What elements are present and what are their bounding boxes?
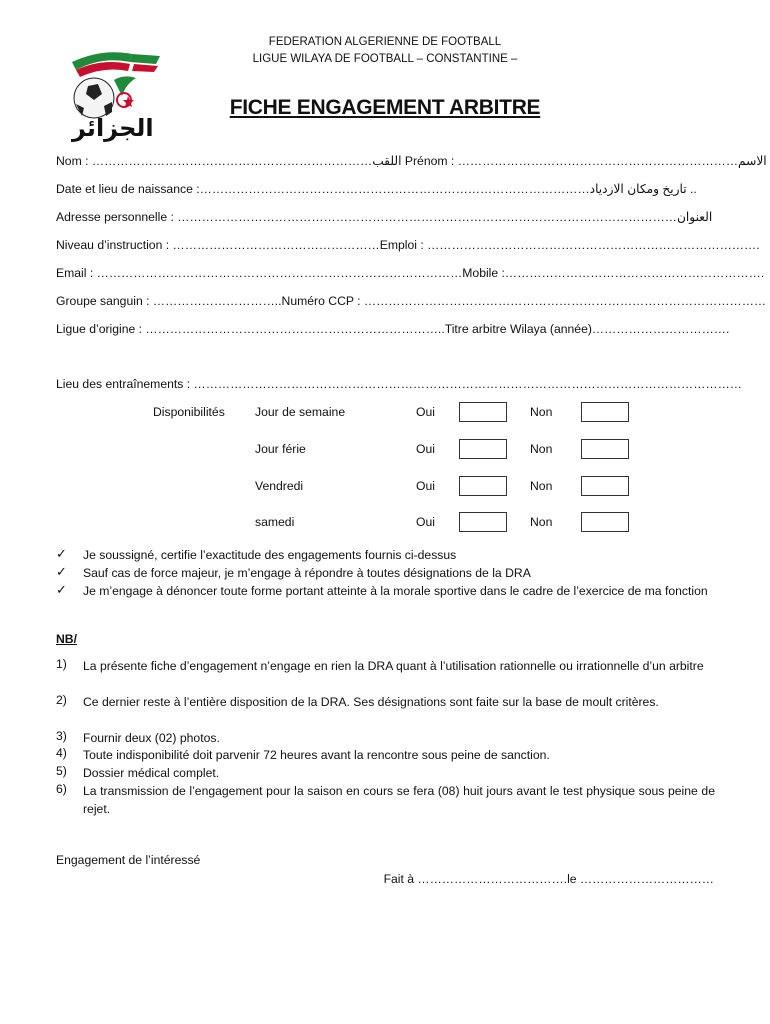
holiday-no-checkbox[interactable] — [581, 439, 629, 459]
nb-number: 4) — [56, 746, 67, 760]
form-title: FICHE ENGAGEMENT ARBITRE — [229, 96, 541, 119]
checkmark-icon: ✓ — [56, 564, 67, 579]
no-label: Non — [530, 442, 553, 456]
no-label: Non — [530, 515, 553, 529]
declaration-item: Je soussigné, certifie l’exactitude des engagements fournis ci-dessus — [83, 548, 457, 562]
nb-number: 3) — [56, 729, 67, 743]
nb-item: Toute indisponibilité doit parvenir 72 heures avant la rencontre sous peine de sanction. — [83, 748, 550, 762]
birth-field-line[interactable]: Date et lieu de naissance :……………………………………………………………………………………تاريخ ومكان الازدياد .. — [56, 182, 697, 196]
friday-no-checkbox[interactable] — [581, 476, 629, 496]
yes-label: Oui — [416, 515, 435, 529]
no-label: Non — [530, 479, 553, 493]
blood-ccp-line[interactable]: Groupe sanguin : …………………………..Numéro CCP : ……………………………………………………………………………………… — [56, 294, 767, 308]
education-employment-line[interactable]: Niveau d’instruction : ……………………………………………Emploi : ………………………………………………………………………. — [56, 238, 760, 252]
nb-item: La transmission de l’engagement pour la saison en cours se fera (08) huit jours avant le test physique sous peine de rejet. — [83, 784, 715, 816]
declaration-item: Sauf cas de force majeur, je m’engage à répondre à toutes désignations de la DRA — [83, 566, 531, 580]
engagement-label: Engagement de l’intéressé — [56, 853, 201, 867]
nb-number: 1) — [56, 657, 67, 671]
availability-label: Disponibilités — [153, 405, 225, 419]
logo-arabic-text: الجزائر — [72, 114, 154, 142]
signature-place-date-line[interactable]: Fait à ……………………………….le …………………………… — [383, 872, 714, 886]
availability-row-label: samedi — [255, 515, 295, 529]
yes-label: Oui — [416, 479, 435, 493]
nb-item: Dossier médical complet. — [83, 766, 220, 780]
checkmark-icon: ✓ — [56, 546, 67, 561]
holiday-yes-checkbox[interactable] — [459, 439, 507, 459]
nb-heading: NB/ — [56, 632, 77, 646]
league-name: LIGUE WILAYA DE FOOTBALL – CONSTANTINE – — [252, 53, 518, 65]
friday-yes-checkbox[interactable] — [459, 476, 507, 496]
training-place-line[interactable]: Lieu des entraînements : ……………………………………………………………………………………………………………………… — [56, 377, 742, 391]
nb-number: 6) — [56, 782, 67, 796]
weekday-no-checkbox[interactable] — [581, 402, 629, 422]
availability-row-label: Jour de semaine — [255, 405, 346, 419]
federation-name: FEDERATION ALGERIENNE DE FOOTBALL — [268, 36, 502, 48]
nb-item: La présente fiche d’engagement n’engage en rien la DRA quant à l’utilisation rationnelle ou irrationnelle d’un arbitre — [83, 659, 704, 673]
availability-row-label: Vendredi — [255, 479, 304, 493]
league-title-line[interactable]: Ligue d’origine : ………………………………………………………………..Titre arbitre Wilaya (année)……………………………. — [56, 322, 730, 336]
nb-item: Ce dernier reste à l’entière disposition de la DRA. Ses désignations sont faite sur la base de moult critères. — [83, 695, 659, 709]
weekday-yes-checkbox[interactable] — [459, 402, 507, 422]
saturday-no-checkbox[interactable] — [581, 512, 629, 532]
nb-number: 2) — [56, 693, 67, 707]
availability-row-label: Jour férie — [255, 442, 306, 456]
name-field-line[interactable]: Nom : ……………………………………………………………اللقب Prénom : ……………………………………………………………الاسم — [56, 154, 767, 168]
nb-number: 5) — [56, 764, 67, 778]
no-label: Non — [530, 405, 553, 419]
email-mobile-line[interactable]: Email : ………………………………………………………………………………Mobile :………………………………………………………. — [56, 266, 765, 280]
saturday-yes-checkbox[interactable] — [459, 512, 507, 532]
faf-logo — [62, 44, 170, 144]
checkmark-icon: ✓ — [56, 582, 67, 597]
yes-label: Oui — [416, 442, 435, 456]
declaration-item: Je m’engage à dénoncer toute forme portant atteinte à la morale sportive dans le cadre de l’exercice de ma fonction — [83, 584, 708, 598]
nb-item: Fournir deux (02) photos. — [83, 731, 220, 745]
address-field-line[interactable]: Adresse personnelle : ……………………………………………………………………………………………………………العنوان — [56, 210, 713, 224]
yes-label: Oui — [416, 405, 435, 419]
